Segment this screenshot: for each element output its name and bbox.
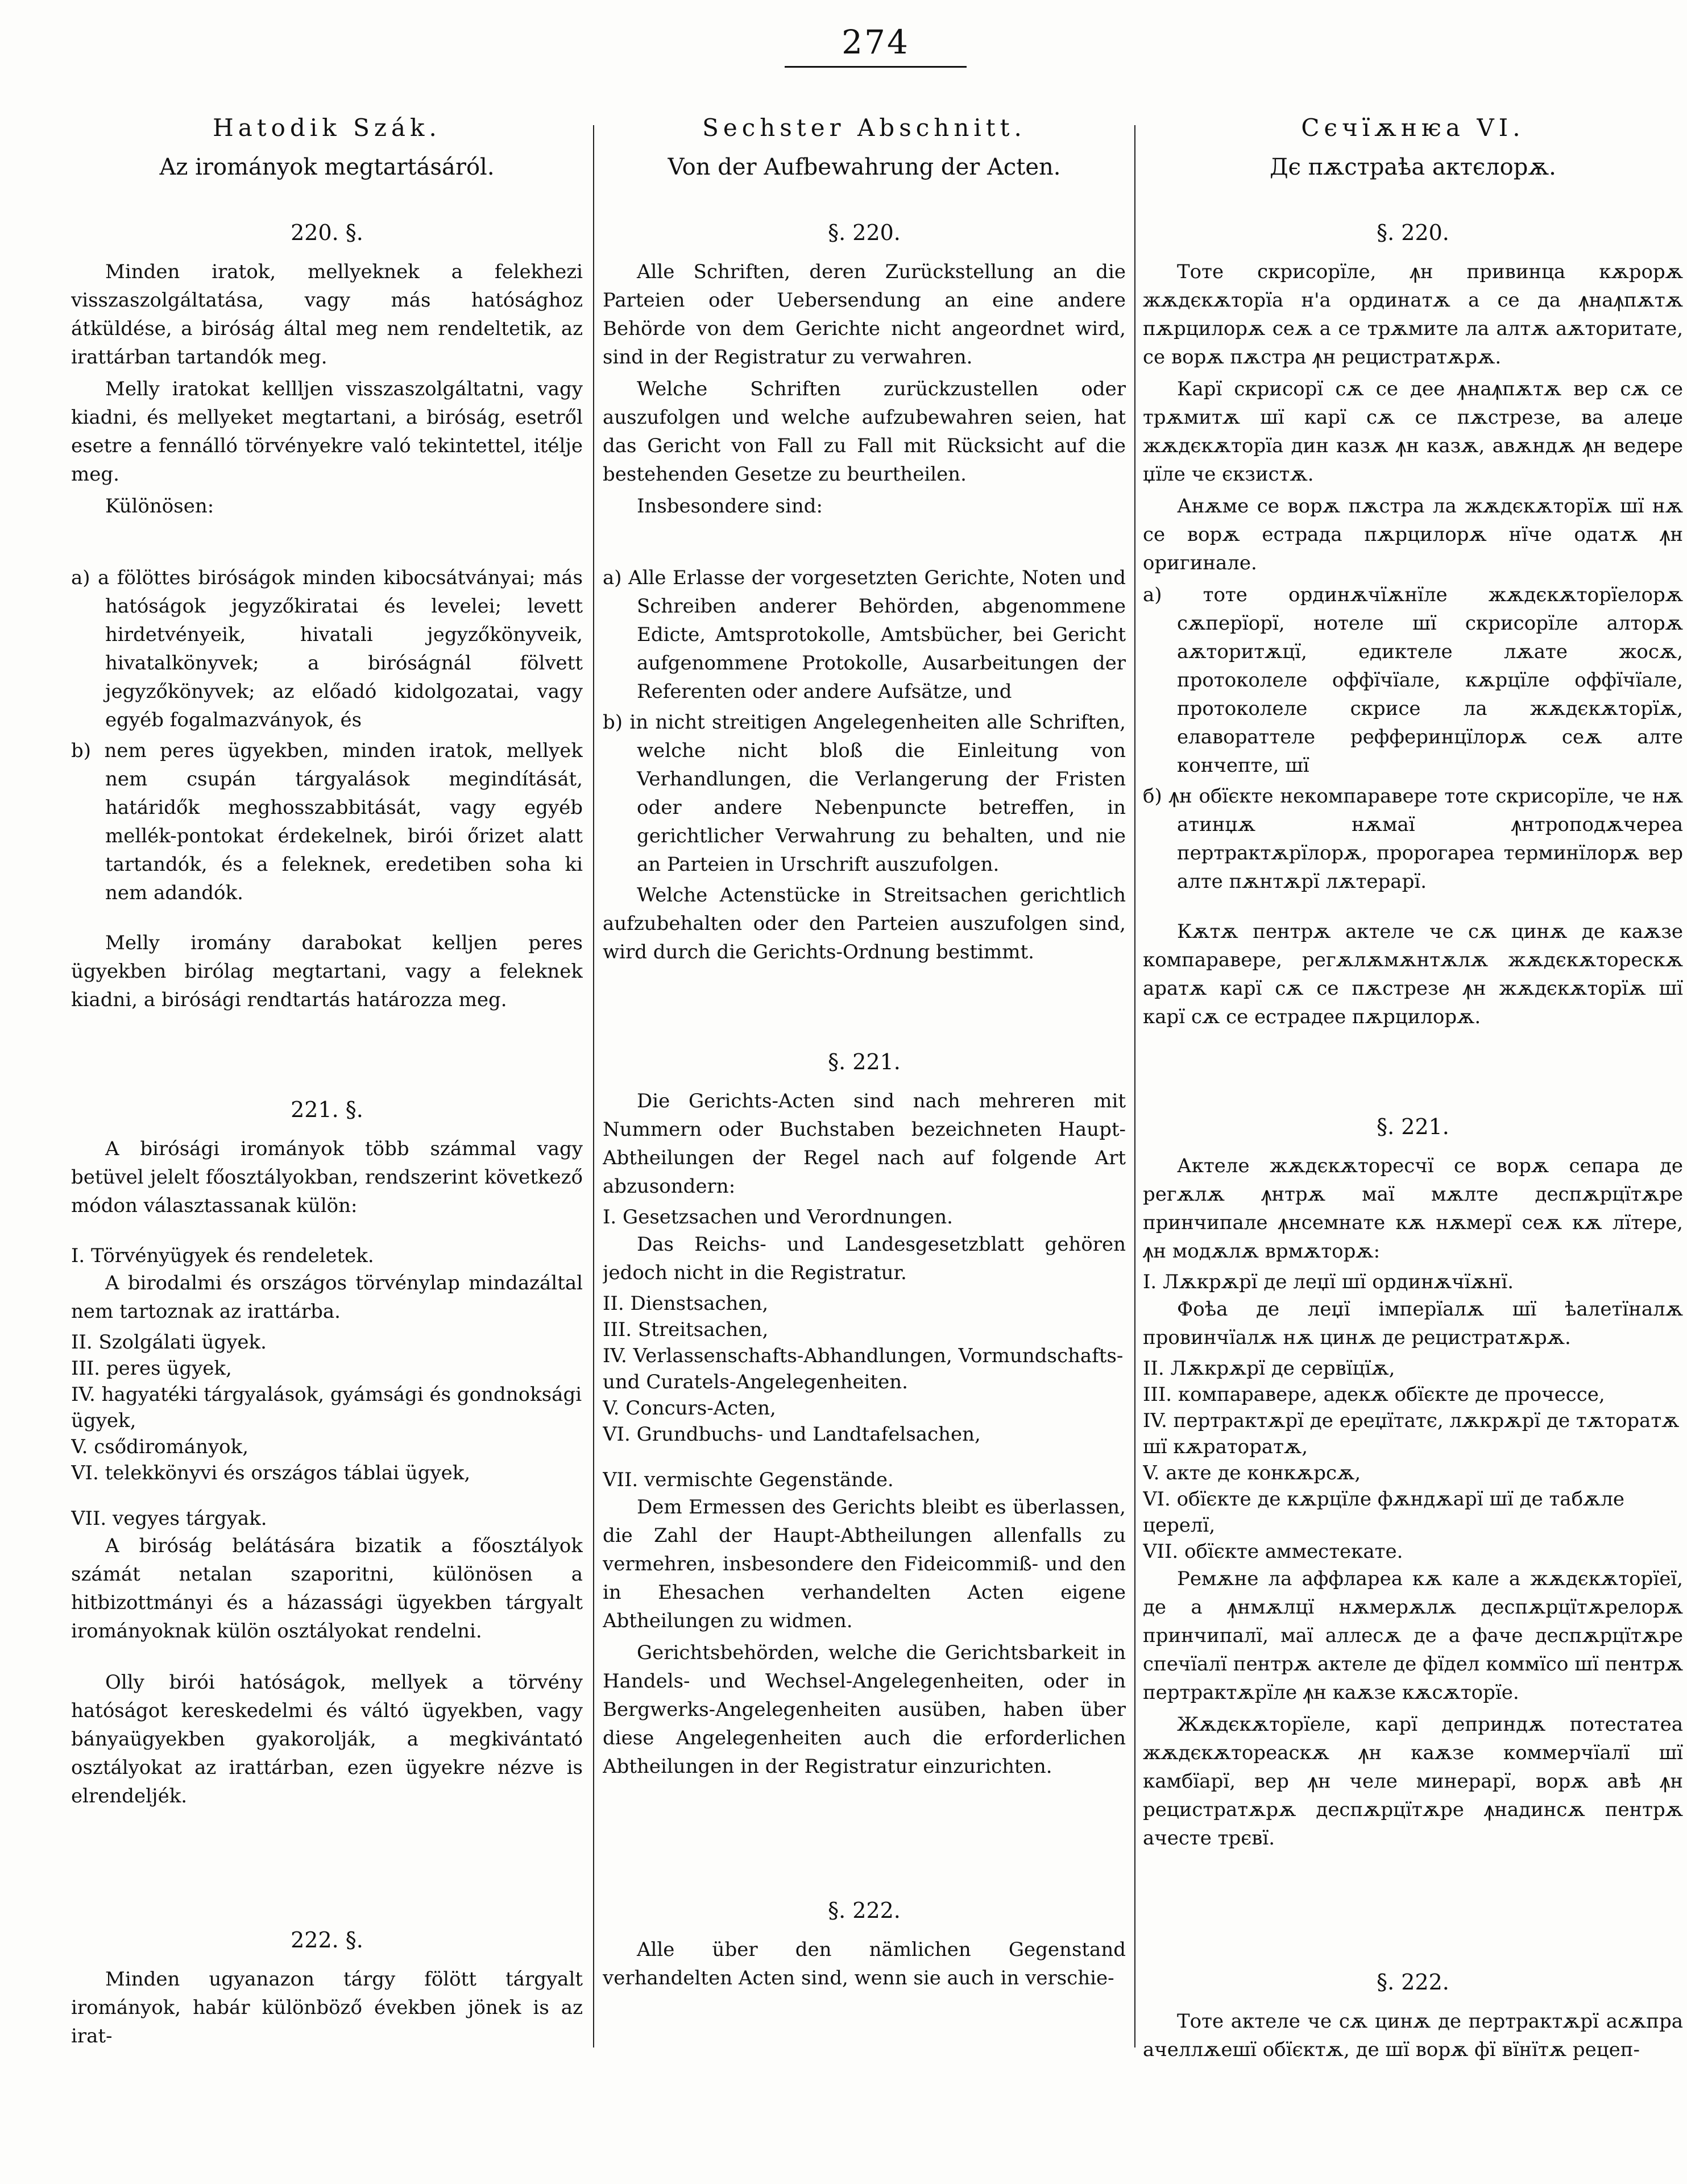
- page-number: 274: [785, 23, 967, 68]
- paragraph: Különösen:: [105, 495, 214, 518]
- paragraph: A biróság belátására bizatik a főosztályok számát netalan szaporitni, különösen a hitbizottmányi és a házassági ügyekben tárgyalt irományoknak külön osztályokat rendelni.: [71, 1534, 583, 1643]
- paragraph: Die Gerichts-Acten sind nach mehreren mit Nummern oder Buchstaben bezeichneten Haupt-Abtheilungen der Regel nach auf folgende Art abzusondern:: [603, 1090, 1126, 1198]
- list-item: II. Dienstsachen,: [603, 1292, 769, 1315]
- list-item-a: a) a fölöttes biróságok minden kibocsátványai; más hatóságok jegyzőkiratai és levelei; levett hirdetvényeik, hivatali jegyzőkönyveik, hivatalkönyvek; a biróságnál fölvett jegyzőkönyvek; az előadó kidolgozatai, vagy egyéb fogalmazványok, és: [71, 566, 583, 731]
- paragraph: Alle über den nämlichen Gegenstand verhandelten Acten sind, wenn sie auch in verschie-: [603, 1938, 1126, 1989]
- list-item: III. компаравере, адекѫ обїєкте де прочессе,: [1143, 1383, 1605, 1406]
- column-german: [603, 114, 1126, 2184]
- section-heading-220: §. 220.: [1377, 220, 1449, 245]
- list-item: VII. vermischte Gegenstände.: [603, 1469, 894, 1491]
- paragraph: Insbesondere sind:: [637, 495, 823, 518]
- paragraph: A birósági irományok több számmal vagy betüvel jelelt főosztályokban, rendszerint következő módon választassanak külön:: [71, 1138, 583, 1217]
- column-title: Hatodik Szák.: [213, 114, 441, 142]
- section-heading-220: §. 220.: [828, 220, 901, 245]
- list-item: VII. обїєкте амместекате.: [1143, 1540, 1403, 1563]
- paragraph: Welche Schriften zurückzustellen oder auszufolgen und welche aufzubewahren seien, hat das Gericht von Fall zu Fall mit Rücksicht auf die bestehenden Gesetze zu beurtheilen.: [603, 378, 1126, 486]
- paragraph: Minden ugyanazon tárgy fölött tárgyalt irományok, habár különböző években jönek is az irat-: [71, 1968, 583, 2048]
- paragraph: Das Reichs- und Landesgesetzblatt gehören jedoch nicht in die Registratur.: [603, 1233, 1126, 1284]
- column-subtitle: Az irományok megtartásáról.: [159, 154, 495, 180]
- section-heading-221: §. 221.: [828, 1049, 901, 1074]
- paragraph: Ремѫне ла аффлареа кѫ кале а жѫдєкѫторїеї, де а ꙟнмѫлцї нѫмерѫлѫ деспѫрцїтѫрелорѫ принчипалї, маї аллесѫ де а фаче деспѫрцїтѫре спечїалї пентрѫ актеле де фїдел коммїсо шї пентрѫ пертрактѫрїле ꙟн каѫзе кѫсѫторїе.: [1143, 1567, 1683, 1704]
- section-heading-221: 221. §.: [291, 1097, 363, 1122]
- column-subtitle: Von der Aufbewahrung der Acten.: [668, 154, 1061, 180]
- paragraph: Кѫтѫ пентрѫ актеле че сѫ цинѫ де каѫзе компаравере, регѫлѫмѫнтѫлѫ жѫдєкѫторескѫ аратѫ карї сѫ се пѫстрезе ꙟн жѫдєкѫторїѫ шї карї сѫ се естрадее пѫрцилорѫ.: [1143, 920, 1683, 1028]
- column-subtitle: Дє пѫстраѣа актєлорѫ.: [1270, 154, 1556, 180]
- list-item: V. csődirományok,: [71, 1436, 249, 1458]
- list-item: II. Szolgálati ügyek.: [71, 1331, 267, 1354]
- paragraph: Minden iratok, mellyeknek a felekhezi visszaszolgáltatása, vagy más hatósághoz átküldése, a biróság által meg nem rendeltetik, az irattárban tartandók meg.: [71, 260, 583, 369]
- paragraph: Тоте скрисорїле, ꙟн привинца кѫрорѫ жѫдєкѫторїа н'а ординатѫ а се да ꙟнаꙟпѫтѫ пѫрцилорѫ сеѫ а се трѫмите ла алтѫ аѫторитате, се ворѫ пѫстра ꙟн рецистратѫрѫ.: [1143, 260, 1683, 369]
- list-item: IV. Verlassenschafts-Abhandlungen, Vormundschafts- und Curatels-Angelegenheiten.: [603, 1345, 1124, 1393]
- list-item: VI. telekkönyvi és országos táblai ügyek,: [71, 1462, 471, 1484]
- paragraph: Анѫме се ворѫ пѫстра ла жѫдєкѫторїѫ шї нѫ се ворѫ естрада пѫрцилорѫ нїче одатѫ ꙟн оригинале.: [1143, 495, 1683, 574]
- column-hungarian: [71, 114, 583, 2184]
- section-heading-222: §. 222.: [828, 1898, 901, 1923]
- paragraph: A birodalmi és országos törvénylap mindazáltal nem tartoznak az irattárba.: [71, 1272, 583, 1323]
- paragraph: Карї скрисорї сѫ се дее ꙟнаꙟпѫтѫ вер сѫ се трѫмитѫ шї карї сѫ се пѫстрезе, ва алеџе жѫдєкѫторїа дин казѫ ꙟн казѫ, авѫндѫ ꙟн ведере џїле че єкзистѫ.: [1143, 378, 1683, 486]
- list-item: V. акте де конкѫрсѫ,: [1143, 1462, 1361, 1484]
- paragraph: Alle Schriften, deren Zurückstellung an die Parteien oder Uebersendung an eine andere Behörde von dem Gerichte nicht angeordnet wird, sind in der Registratur zu verwahren.: [603, 260, 1126, 369]
- paragraph: Фоѣа де леџї імперїалѫ шї ѣалетїналѫ провинчїалѫ нѫ цинѫ де рецистратѫрѫ.: [1143, 1298, 1683, 1349]
- list-item: VII. vegyes tárgyak.: [71, 1507, 267, 1530]
- list-item: VI. обїєкте де кѫрцїле фѫндѫарї шї де табѫле церелї,: [1143, 1488, 1625, 1537]
- paragraph: Жѫдєкѫторїеле, карї деприндѫ потестатеа жѫдєкѫтореаскѫ ꙟн каѫзе коммерчїалї шї камбїарї, вер ꙟн челе минерарї, ворѫ авѣ ꙟн рецистратѫрѫ деспѫрцїтѫре ꙟнадинсѫ пентрѫ ачесте трєвї.: [1143, 1713, 1683, 1850]
- section-heading-221: §. 221.: [1377, 1114, 1449, 1139]
- list-item: V. Concurs-Acten,: [603, 1397, 776, 1420]
- section-heading-220: 220. §.: [291, 220, 363, 245]
- paragraph: Melly iratokat kellljen visszaszolgáltatni, vagy kiadni, és mellyeket megtartani, a biróság, esetről esetre a fennálló törvényekre való tekintettel, itélje meg.: [71, 378, 583, 486]
- column-romanian: [1143, 114, 1683, 2184]
- paragraph: Olly birói hatóságok, mellyek a törvény hatóságot kereskedelmi és váltó ügyekben, vagy bányaügyekben gyakorolják, a megkivántató osztályokat az irattárban, ezen ügyekre nézve is elrendeljék.: [71, 1671, 583, 1807]
- list-item-b: b) in nicht streitigen Angelegenheiten alle Schriften, welche nicht bloß die Einleitung von Verhandlungen, die Verlangerung der Fristen oder andere Nebenpuncte betreffen, in gerichtlicher Verwahrung zu behalten, und nie an Parteien in Urschrift auszufolgen.: [603, 711, 1126, 876]
- list-item: II. Лѫкрѫрї де сервїцїѫ,: [1143, 1357, 1395, 1380]
- column-title: Sechster Abschnitt.: [702, 114, 1026, 142]
- column-title: Сєчїѫнѥа VI.: [1301, 114, 1525, 142]
- paragraph: Тоте актеле че сѫ цинѫ де пертрактѫрї асѫпра ачеллѫешї обїєктѫ, де шї ворѫ фї вїнїтѫ рецеп-: [1143, 2010, 1683, 2061]
- list-item: VI. Grundbuchs- und Landtafelsachen,: [603, 1423, 981, 1446]
- paragraph: Welche Actenstücke in Streitsachen gerichtlich aufzubehalten oder den Parteien auszufolgen sind, wird durch die Gerichts-Ordnung bestimmt.: [603, 884, 1126, 963]
- list-item: III. peres ügyek,: [71, 1357, 232, 1380]
- list-item: IV. пертрактѫрї де ереџїтатє, лѫкрѫрї де тѫторатѫ шї кѫраторатѫ,: [1143, 1409, 1680, 1458]
- list-item: III. Streitsachen,: [603, 1318, 769, 1341]
- list-item-a: a) Alle Erlasse der vorgesetzten Gerichte, Noten und Schreiben anderer Behörden, abgenommene Edicte, Amtsprotokolle, Amtsbücher, bei Gericht aufgenommene Protokolle, Ausarbeitungen der Referenten oder andere Aufsätze, und: [603, 566, 1126, 703]
- column-divider-left: [593, 125, 594, 2048]
- list-item-b: б) ꙟн обїєкте некомпаравере тоте скрисорїле, че нѫ атинџѫ нѫмаї ꙟнтроподѫчереа пертрактѫрїлорѫ, пророгареа терминїлорѫ вер алте пѫнтѫрї лѫтерарї.: [1143, 785, 1683, 893]
- paragraph: Dem Ermessen des Gerichts bleibt es überlassen, die Zahl der Haupt-Abtheilungen allenfalls zu vermehren, insbesondere den Fideicommiß- und den in Ehesachen verhandelten Acten eigene Abtheilungen zu widmen.: [603, 1496, 1126, 1632]
- list-item: I. Gesetzsachen und Verordnungen.: [603, 1206, 953, 1228]
- paragraph: Актеле жѫдєкѫторесчї се ворѫ сепара де регѫлѫ ꙟнтрѫ маї мѫлте деспѫрцїтѫре принчипале ꙟнсемнате кѫ нѫмерї сеѫ кѫ лїтере, ꙟн модѫлѫ врмѫторѫ:: [1143, 1155, 1683, 1263]
- list-item-a: а) тоте ординѫчїѫнїле жѫдєкѫторїелорѫ сѫперїорї, нотеле шї скрисорїле алторѫ аѫторитѫцї, едиктеле лѫате жосѫ, протоколеле оффїчїале, кѫрцїле оффїчїале, протоколеле скрисе ла жѫдєкѫторїѫ, елавораттеле рефферинцїлорѫ сеѫ алте кончепте, шї: [1143, 584, 1683, 777]
- list-item: IV. hagyatéki tárgyalások, gyámsági és gondnoksági ügyek,: [71, 1383, 582, 1432]
- list-item-b: b) nem peres ügyekben, minden iratok, mellyek nem csupán tárgyalások megindítását, határidők meghosszabbitását, vagy egyéb mellék-pontokat érdekelnek, birói őrizet alatt tartandók, és a feleknek, eredetiben soha ki nem adandók.: [71, 739, 583, 904]
- paragraph: Melly iromány darabokat kelljen peres ügyekben birólag megtartani, vagy a feleknek kiadni, a birósági rendtartás határozza meg.: [71, 932, 583, 1011]
- column-divider-right: [1134, 125, 1135, 2048]
- paragraph: Gerichtsbehörden, welche die Gerichtsbarkeit in Handels- und Wechsel-Angelegenheiten, oder in Bergwerks-Angelegenheiten ausüben, haben über diese Angelegenheiten auch die erforderlichen Abtheilungen in der Registratur einzurichten.: [603, 1641, 1126, 1778]
- list-item: I. Törvényügyek és rendeletek.: [71, 1244, 374, 1267]
- list-item: I. Лѫкрѫрї де леџї шї ординѫчїѫнї.: [1143, 1271, 1514, 1293]
- section-heading-222: §. 222.: [1377, 1970, 1449, 1995]
- section-heading-222: 222. §.: [291, 1927, 363, 1953]
